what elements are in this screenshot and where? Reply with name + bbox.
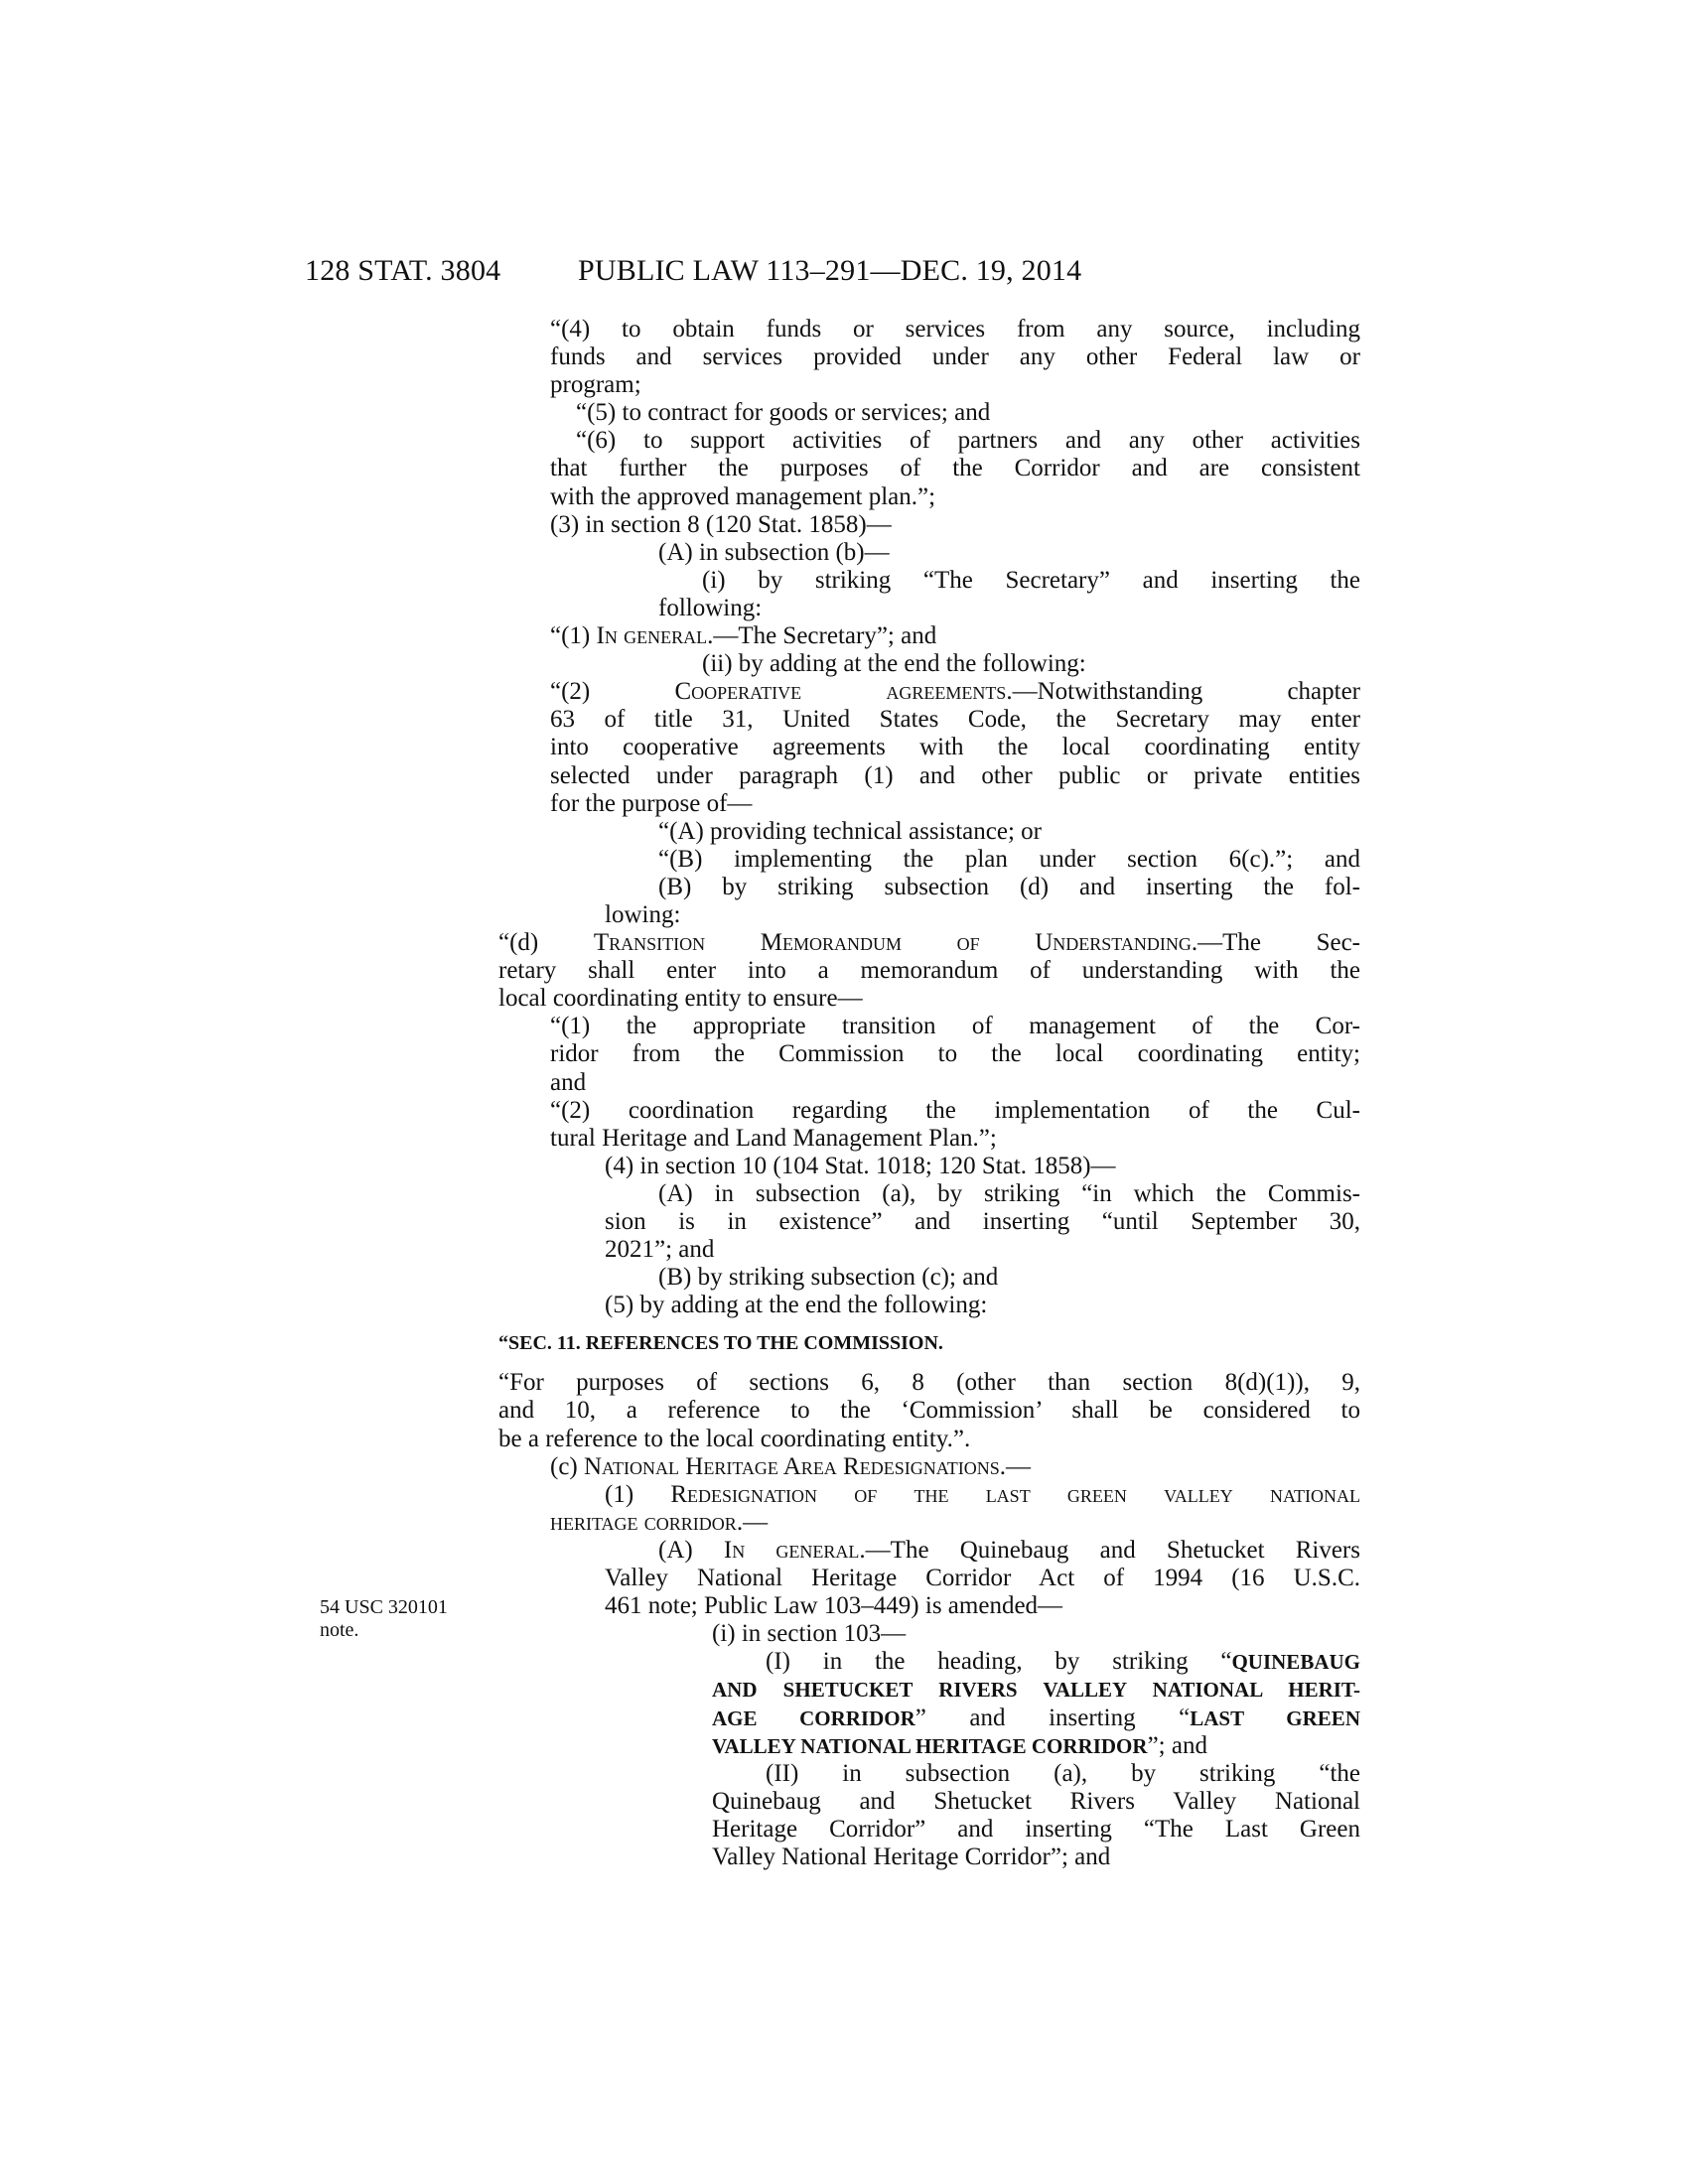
text-line: program; (550, 371, 641, 399)
text-line: that further the purposes of the Corridor and are consistent (550, 455, 1360, 482)
statute-page-number: 128 STAT. 3804 (305, 254, 501, 287)
text-line: (i) by striking “The Secretary” and inserting the (702, 566, 1360, 594)
text-line: “For purposes of sections 6, 8 (other than section 8(d)(1)), 9, (498, 1369, 1360, 1397)
text-line: ridor from the Commission to the local coordinating entity; (550, 1040, 1360, 1068)
text-line: following: (658, 594, 763, 621)
text-line: (1) Redesignation of the last green valley national (605, 1480, 1360, 1508)
text-line: “(2) Cooperative agreements.—Notwithstanding chapter (550, 678, 1360, 706)
text-line: VALLEY NATIONAL HERITAGE CORRIDOR”; and (712, 1731, 1207, 1759)
text-line: tural Heritage and Land Management Plan.”; (550, 1124, 997, 1152)
text-line: local coordinating entity to ensure— (498, 985, 863, 1013)
text-line: (A) in subsection (a), by striking “in which the Commis- (658, 1179, 1360, 1207)
text-line: funds and services provided under any other Federal law or (550, 343, 1360, 371)
text-line: (B) by striking subsection (c); and (658, 1264, 999, 1292)
text-line: (5) by adding at the end the following: (605, 1292, 988, 1319)
text-line: and 10, a reference to the ‘Commission’ shall be considered to (498, 1397, 1360, 1425)
text-line: Valley National Heritage Corridor Act of 1994 (16 U.S.C. (605, 1565, 1360, 1592)
text-line: (A) in subsection (b)— (658, 538, 890, 566)
text-line: “(1) In general.—The Secretary”; and (550, 622, 937, 650)
text-line: and (550, 1068, 587, 1096)
text-line: sion is in existence” and inserting “until September 30, (605, 1208, 1360, 1235)
running-header-title: PUBLIC LAW 113–291—DEC. 19, 2014 (578, 254, 1082, 287)
text-line: (c) National Heritage Area Redesignations.— (550, 1452, 1031, 1480)
margin-note-line-2: note. (320, 1619, 359, 1641)
text-line: into cooperative agreements with the local coordinating entity (550, 734, 1360, 761)
text-line: “(6) to support activities of partners and any other activities (576, 427, 1360, 455)
text-line: lowing: (605, 900, 681, 928)
text-line: selected under paragraph (1) and other public or private entities (550, 761, 1360, 789)
text-line: Heritage Corridor” and inserting “The Last Green (712, 1815, 1360, 1843)
text-line: “(2) coordination regarding the implementation of the Cul- (550, 1096, 1360, 1124)
text-line: (II) in subsection (a), by striking “the (766, 1759, 1360, 1787)
text-line: Valley National Heritage Corridor”; and (712, 1843, 1111, 1870)
text-line: (A) In general.—The Quinebaug and Shetucket Rivers (658, 1536, 1360, 1564)
text-line: (3) in section 8 (120 Stat. 1858)— (550, 510, 892, 538)
text-line: AGE CORRIDOR” and inserting “LAST GREEN (712, 1704, 1360, 1731)
margin-note-line-1: 54 USC 320101 (320, 1596, 448, 1618)
text-line: be a reference to the local coordinating entity.”. (498, 1425, 971, 1452)
statute-text-body (498, 316, 1360, 1871)
text-line: for the purpose of— (550, 789, 753, 817)
text-line: “(4) to obtain funds or services from any source, including (550, 316, 1360, 342)
text-line: (i) in section 103— (712, 1620, 907, 1648)
text-line: AND SHETUCKET RIVERS VALLEY NATIONAL HERIT- (712, 1678, 1360, 1703)
text-line: Quinebaug and Shetucket Rivers Valley National (712, 1787, 1360, 1815)
text-line: (I) in the heading, by striking “QUINEBAUG (766, 1648, 1360, 1676)
text-line: heritage corridor.— (550, 1508, 769, 1536)
text-line: 2021”; and (605, 1236, 715, 1264)
text-line: (ii) by adding at the end the following: (702, 650, 1086, 678)
text-line: 63 of title 31, United States Code, the Secretary may enter (550, 706, 1360, 734)
text-line: “(A) providing technical assistance; or (658, 817, 1042, 845)
text-line: retary shall enter into a memorandum of understanding with the (498, 957, 1360, 985)
text-line: “(d) Transition Memorandum of Understanding.—The Sec- (498, 929, 1360, 957)
text-line: (B) by striking subsection (d) and inserting the fol- (658, 873, 1360, 900)
text-line: “(5) to contract for goods or services; and (576, 399, 991, 427)
text-line: with the approved management plan.”; (550, 482, 936, 510)
margin-citation-note (320, 1596, 448, 1642)
text-line: “(B) implementing the plan under section 6(c).”; and (658, 845, 1360, 873)
text-line: 461 note; Public Law 103–449) is amended— (605, 1592, 1063, 1620)
text-line: “(1) the appropriate transition of management of the Cor- (550, 1013, 1360, 1040)
text-line: (4) in section 10 (104 Stat. 1018; 120 Stat. 1858)— (605, 1152, 1116, 1179)
section-heading: “SEC. 11. REFERENCES TO THE COMMISSION. (498, 1332, 943, 1355)
